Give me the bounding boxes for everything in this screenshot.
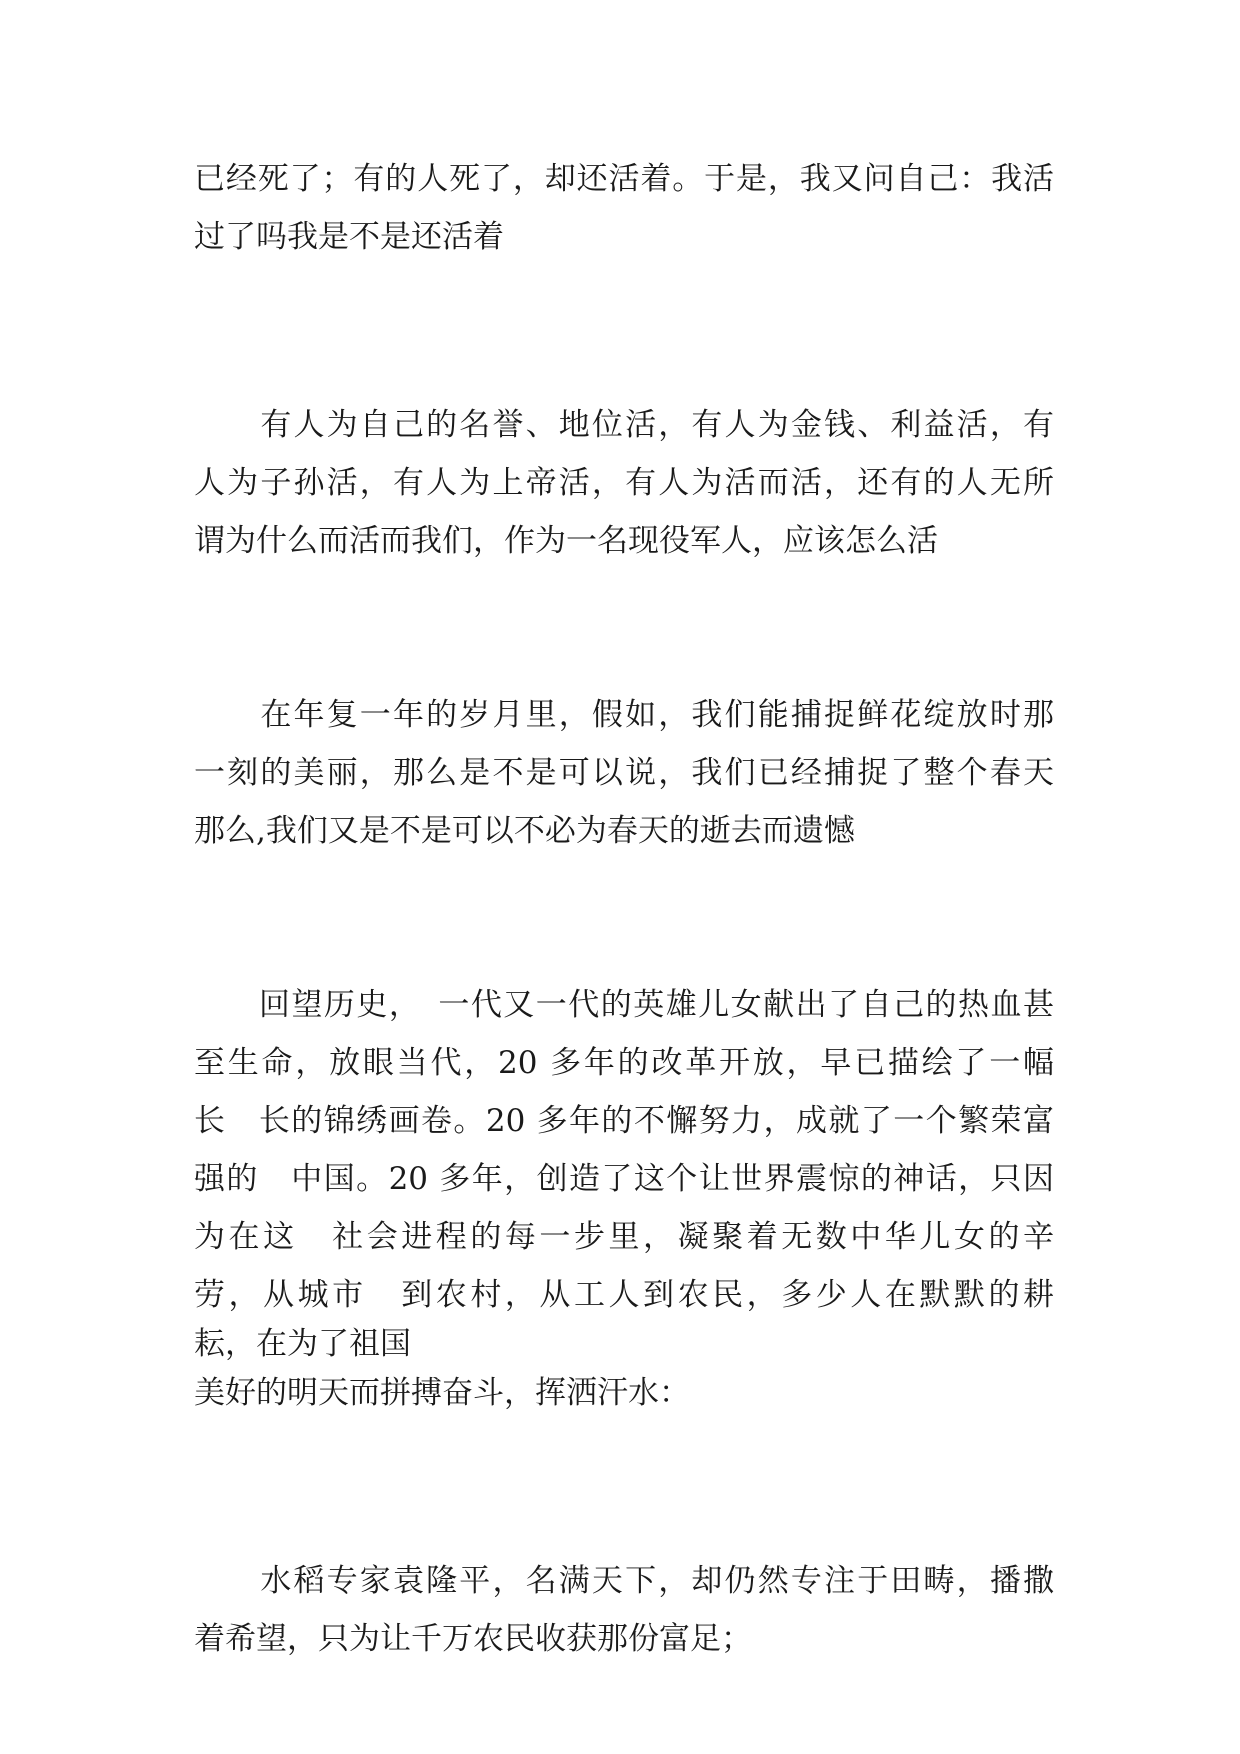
text-line: 长 长的锦绣画卷。20 多年的不懈努力，成就了一个繁荣富 [194, 1103, 1054, 1139]
text-line: 耘，在为了祖国 [194, 1326, 411, 1362]
text-line: 水稻专家袁隆平，名满天下，却仍然专注于田畴，播撒 [194, 1563, 1054, 1599]
paragraph-3 [194, 686, 1054, 860]
text-line: 一刻的美丽，那么是不是可以说，我们已经捕捉了整个春天 [194, 755, 1054, 791]
text-line: 有人为自己的名誉、地位活，有人为金钱、利益活，有 [194, 407, 1054, 443]
text-line: 至生命，放眼当代，20 多年的改革开放，早已描绘了一幅 [194, 1045, 1054, 1081]
text-line: 在年复一年的岁月里，假如，我们能捕捉鲜花绽放时那 [194, 697, 1054, 733]
text-line: 已经死了；有的人死了，却还活着。于是，我又问自己：我活 [194, 161, 1054, 197]
text-line: 着希望，只为让千万农民收获那份富足； [194, 1621, 752, 1657]
paragraph-5 [194, 1552, 1054, 1668]
text-line: 谓为什么而活而我们，作为一名现役军人，应该怎么活 [194, 523, 938, 559]
text-line: 强的 中国。20 多年，创造了这个让世界震惊的神话，只因 [194, 1161, 1054, 1197]
text-line: 那么,我们又是不是可以不必为春天的逝去而遗憾 [194, 813, 855, 849]
text-line: 人为子孙活，有人为上帝活，有人为活而活，还有的人无所 [194, 465, 1054, 501]
text-line: 回望历史， 一代又一代的英雄儿女献出了自己的热血甚 [194, 987, 1054, 1023]
paragraph-1 [194, 150, 1054, 266]
text-line: 劳，从城市 到农村，从工人到农民，多少人在默默的耕 [194, 1277, 1054, 1313]
body-text [194, 150, 1054, 1668]
paragraph-4 [194, 976, 1054, 1422]
text-line: 为在这 社会进程的每一步里，凝聚着无数中华儿女的辛 [194, 1219, 1054, 1255]
text-line: 美好的明天而拼搏奋斗，挥洒汗水： [194, 1375, 690, 1411]
text-line: 过了吗我是不是还活着 [194, 219, 504, 255]
paragraph-2 [194, 396, 1054, 570]
